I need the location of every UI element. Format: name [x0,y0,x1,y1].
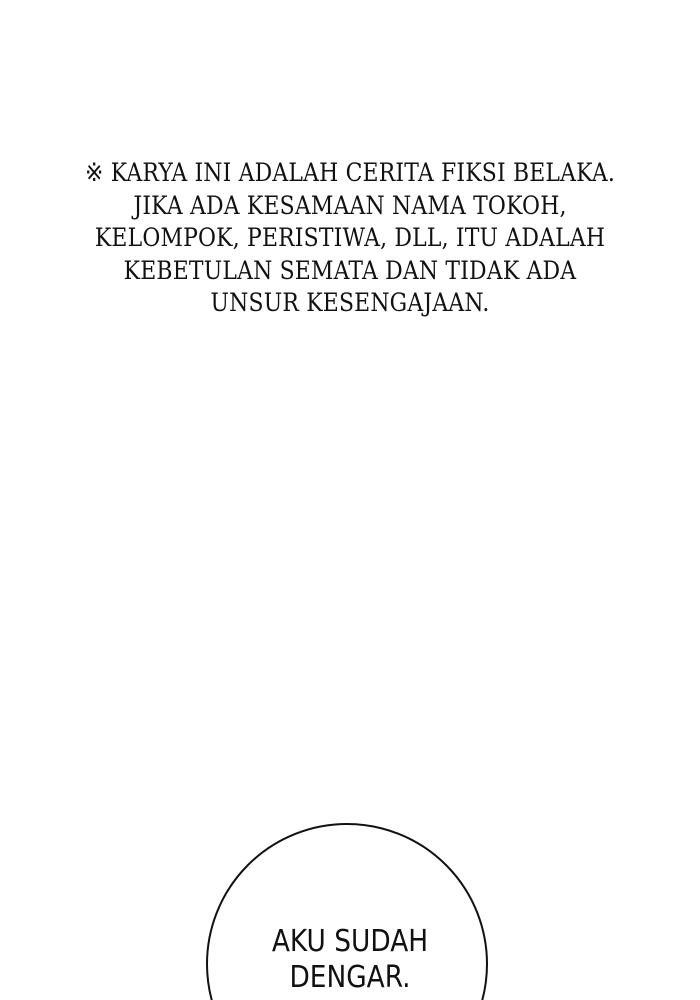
disclaimer-line: UNSUR KESENGAJAAN. [210,288,490,318]
disclaimer-line: KEBETULAN SEMATA DAN TIDAK ADA [123,255,577,286]
speech-bubble-text [227,924,473,996]
disclaimer-line: KELOMPOK, PERISTIWA, DLL, ITU ADALAH [94,223,606,253]
speech-line: DENGAR. [289,960,411,995]
disclaimer-line: ※ KARYA INI ADALAH CERITA FIKSI BELAKA. [84,158,615,188]
disclaimer-line: JIKA ADA KESAMAAN NAMA TOKOH, [133,190,567,221]
speech-line: AKU SUDAH [271,924,429,959]
disclaimer-text [75,157,625,320]
